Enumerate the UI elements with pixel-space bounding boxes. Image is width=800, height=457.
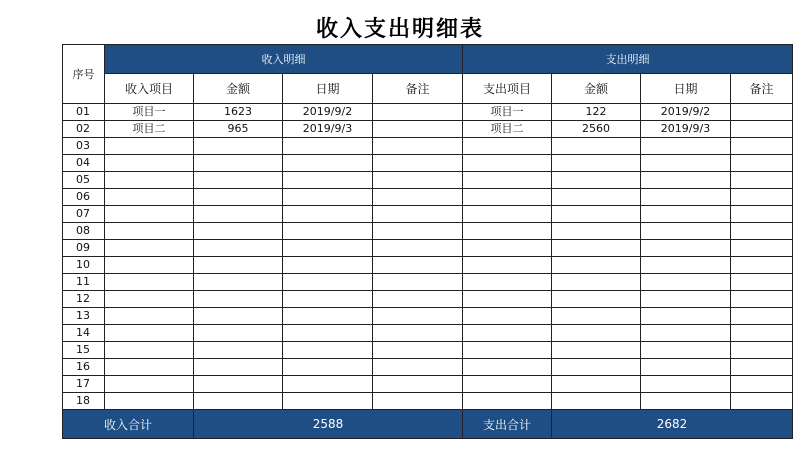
expense-item-cell[interactable] — [463, 274, 552, 291]
table-row — [63, 393, 793, 410]
seq-cell[interactable]: 15 — [63, 342, 105, 359]
table-row — [63, 104, 793, 121]
income-date-cell[interactable] — [283, 223, 373, 240]
expense-note-cell[interactable] — [731, 240, 793, 257]
table-row — [63, 342, 793, 359]
table-row — [63, 240, 793, 257]
income-note-cell[interactable] — [373, 291, 463, 308]
income-note-cell[interactable] — [373, 223, 463, 240]
expense-date-cell[interactable] — [641, 240, 731, 257]
expense-note-cell[interactable] — [731, 342, 793, 359]
expense-section-header[interactable]: 支出明细 — [463, 45, 793, 74]
income-note-cell[interactable] — [373, 393, 463, 410]
expense-item-cell[interactable] — [463, 155, 552, 172]
income-amount-cell[interactable] — [194, 325, 283, 342]
income-date-cell[interactable] — [283, 274, 373, 291]
income-amount-cell[interactable] — [194, 257, 283, 274]
income-amount-cell[interactable] — [194, 155, 283, 172]
seq-cell[interactable]: 04 — [63, 155, 105, 172]
expense-date-cell[interactable]: 2019/9/3 — [641, 121, 731, 138]
income-section-header[interactable]: 收入明细 — [105, 45, 463, 74]
expense-date-cell[interactable] — [641, 189, 731, 206]
expense-date-cell[interactable] — [641, 325, 731, 342]
income-note-cell[interactable] — [373, 376, 463, 393]
expense-item-cell[interactable] — [463, 206, 552, 223]
expense-note-cell[interactable] — [731, 223, 793, 240]
income-date-cell[interactable] — [283, 189, 373, 206]
expense-amount-cell[interactable] — [552, 291, 641, 308]
income-amount-cell[interactable] — [194, 274, 283, 291]
income-note-cell[interactable] — [373, 274, 463, 291]
expense-amount-cell[interactable] — [552, 172, 641, 189]
table-row — [63, 257, 793, 274]
income-date-header[interactable]: 日期 — [283, 74, 373, 104]
income-item-cell[interactable] — [105, 359, 194, 376]
expense-item-cell[interactable]: 项目二 — [463, 121, 552, 138]
expense-item-cell[interactable] — [463, 325, 552, 342]
expense-amount-cell[interactable] — [552, 138, 641, 155]
expense-date-cell[interactable] — [641, 172, 731, 189]
expense-note-cell[interactable] — [731, 376, 793, 393]
income-date-cell[interactable] — [283, 172, 373, 189]
table-row — [63, 138, 793, 155]
income-note-cell[interactable] — [373, 206, 463, 223]
expense-amount-cell[interactable] — [552, 240, 641, 257]
expense-item-cell[interactable] — [463, 308, 552, 325]
expense-note-cell[interactable] — [731, 138, 793, 155]
expense-amount-cell[interactable] — [552, 257, 641, 274]
income-item-header[interactable]: 收入项目 — [105, 74, 194, 104]
expense-date-cell[interactable] — [641, 393, 731, 410]
income-item-cell[interactable] — [105, 223, 194, 240]
income-date-cell[interactable] — [283, 308, 373, 325]
seq-cell[interactable]: 06 — [63, 189, 105, 206]
income-note-cell[interactable] — [373, 138, 463, 155]
income-note-cell[interactable] — [373, 104, 463, 121]
income-amount-cell[interactable] — [194, 393, 283, 410]
expense-amount-cell[interactable] — [552, 155, 641, 172]
expense-note-cell[interactable] — [731, 189, 793, 206]
income-date-cell[interactable] — [283, 359, 373, 376]
income-item-cell[interactable] — [105, 291, 194, 308]
income-amount-cell[interactable] — [194, 342, 283, 359]
expense-date-cell[interactable] — [641, 138, 731, 155]
seq-cell[interactable]: 17 — [63, 376, 105, 393]
income-amount-cell[interactable] — [194, 240, 283, 257]
table-row — [63, 189, 793, 206]
expense-date-cell[interactable] — [641, 257, 731, 274]
income-note-cell[interactable] — [373, 325, 463, 342]
expense-amount-cell[interactable] — [552, 206, 641, 223]
expense-amount-cell[interactable] — [552, 189, 641, 206]
income-amount-cell[interactable] — [194, 223, 283, 240]
income-note-cell[interactable] — [373, 172, 463, 189]
expense-item-cell[interactable] — [463, 172, 552, 189]
seq-cell[interactable]: 05 — [63, 172, 105, 189]
income-note-cell[interactable] — [373, 240, 463, 257]
expense-note-cell[interactable] — [731, 291, 793, 308]
income-item-cell[interactable] — [105, 240, 194, 257]
seq-cell[interactable]: 09 — [63, 240, 105, 257]
income-amount-cell[interactable] — [194, 189, 283, 206]
seq-cell[interactable]: 13 — [63, 308, 105, 325]
income-note-cell[interactable] — [373, 342, 463, 359]
table-row — [63, 223, 793, 240]
table-row — [63, 291, 793, 308]
income-date-cell[interactable]: 2019/9/3 — [283, 121, 373, 138]
seq-cell[interactable]: 18 — [63, 393, 105, 410]
expense-date-cell[interactable] — [641, 223, 731, 240]
income-item-cell[interactable] — [105, 342, 194, 359]
income-amount-cell[interactable] — [194, 138, 283, 155]
expense-note-header[interactable]: 备注 — [731, 74, 793, 104]
income-item-cell[interactable] — [105, 206, 194, 223]
expense-note-cell[interactable] — [731, 257, 793, 274]
income-date-cell[interactable] — [283, 257, 373, 274]
expense-item-cell[interactable] — [463, 240, 552, 257]
income-amount-cell[interactable] — [194, 308, 283, 325]
expense-amount-cell[interactable] — [552, 342, 641, 359]
seq-cell[interactable]: 16 — [63, 359, 105, 376]
table-row — [63, 325, 793, 342]
seq-cell[interactable]: 10 — [63, 257, 105, 274]
income-amount-cell[interactable] — [194, 206, 283, 223]
seq-cell[interactable]: 14 — [63, 325, 105, 342]
expense-item-cell[interactable] — [463, 376, 552, 393]
expense-amount-cell[interactable] — [552, 223, 641, 240]
expense-date-cell[interactable]: 2019/9/2 — [641, 104, 731, 121]
expense-note-cell[interactable] — [731, 121, 793, 138]
income-amount-cell[interactable]: 1623 — [194, 104, 283, 121]
income-note-header[interactable]: 备注 — [373, 74, 463, 104]
expense-item-cell[interactable] — [463, 393, 552, 410]
income-item-cell[interactable] — [105, 189, 194, 206]
expense-date-cell[interactable] — [641, 274, 731, 291]
income-amount-cell[interactable] — [194, 376, 283, 393]
seq-cell[interactable]: 11 — [63, 274, 105, 291]
seq-cell[interactable]: 01 — [63, 104, 105, 121]
expense-note-cell[interactable] — [731, 359, 793, 376]
expense-date-cell[interactable] — [641, 359, 731, 376]
income-item-cell[interactable] — [105, 172, 194, 189]
income-note-cell[interactable] — [373, 257, 463, 274]
expense-amount-cell[interactable] — [552, 359, 641, 376]
income-date-cell[interactable]: 2019/9/2 — [283, 104, 373, 121]
expense-date-cell[interactable] — [641, 291, 731, 308]
expense-note-cell[interactable] — [731, 206, 793, 223]
expense-amount-cell[interactable] — [552, 308, 641, 325]
income-note-cell[interactable] — [373, 189, 463, 206]
income-date-cell[interactable] — [283, 291, 373, 308]
expense-note-cell[interactable] — [731, 104, 793, 121]
table-row — [63, 359, 793, 376]
income-item-cell[interactable] — [105, 155, 194, 172]
expense-amount-cell[interactable]: 2560 — [552, 121, 641, 138]
expense-date-cell[interactable] — [641, 206, 731, 223]
income-item-cell[interactable] — [105, 393, 194, 410]
expense-total-value[interactable]: 2682 — [552, 410, 793, 439]
table-row — [63, 172, 793, 189]
income-item-cell[interactable] — [105, 325, 194, 342]
sheet-title: 收入支出明细表 — [315, 16, 484, 42]
table-row — [63, 155, 793, 172]
expense-item-cell[interactable] — [463, 189, 552, 206]
expense-date-cell[interactable] — [641, 155, 731, 172]
table-row — [63, 308, 793, 325]
income-note-cell[interactable] — [373, 121, 463, 138]
income-item-cell[interactable] — [105, 376, 194, 393]
expense-item-cell[interactable]: 项目一 — [463, 104, 552, 121]
income-amount-cell[interactable]: 965 — [194, 121, 283, 138]
income-date-cell[interactable] — [283, 155, 373, 172]
expense-item-header[interactable]: 支出项目 — [463, 74, 552, 104]
income-amount-cell[interactable] — [194, 172, 283, 189]
seq-cell[interactable]: 08 — [63, 223, 105, 240]
income-date-cell[interactable] — [283, 393, 373, 410]
expense-note-cell[interactable] — [731, 325, 793, 342]
expense-item-cell[interactable] — [463, 342, 552, 359]
income-item-cell[interactable] — [105, 138, 194, 155]
income-amount-header[interactable]: 金额 — [194, 74, 283, 104]
table-body — [63, 104, 793, 410]
seq-cell[interactable]: 03 — [63, 138, 105, 155]
income-amount-cell[interactable] — [194, 359, 283, 376]
expense-amount-cell[interactable] — [552, 393, 641, 410]
expense-note-cell[interactable] — [731, 308, 793, 325]
seq-cell[interactable]: 02 — [63, 121, 105, 138]
expense-note-cell[interactable] — [731, 155, 793, 172]
income-total-value[interactable]: 2588 — [194, 410, 463, 439]
income-item-cell[interactable] — [105, 274, 194, 291]
table-row — [63, 206, 793, 223]
income-date-cell[interactable] — [283, 325, 373, 342]
expense-amount-cell[interactable] — [552, 274, 641, 291]
table-row — [63, 121, 793, 138]
seq-cell[interactable]: 07 — [63, 206, 105, 223]
income-amount-cell[interactable] — [194, 291, 283, 308]
income-date-cell[interactable] — [283, 342, 373, 359]
expense-note-cell[interactable] — [731, 274, 793, 291]
expense-item-cell[interactable] — [463, 257, 552, 274]
table-row — [63, 274, 793, 291]
expense-date-cell[interactable] — [641, 308, 731, 325]
expense-amount-cell[interactable]: 122 — [552, 104, 641, 121]
expense-item-cell[interactable] — [463, 138, 552, 155]
expense-date-header[interactable]: 日期 — [641, 74, 731, 104]
income-date-cell[interactable] — [283, 376, 373, 393]
expense-amount-header[interactable]: 金额 — [552, 74, 641, 104]
income-date-cell[interactable] — [283, 206, 373, 223]
income-note-cell[interactable] — [373, 308, 463, 325]
expense-date-cell[interactable] — [641, 376, 731, 393]
income-item-cell[interactable]: 项目二 — [105, 121, 194, 138]
expense-total-label[interactable]: 支出合计 — [463, 410, 552, 439]
expense-item-cell[interactable] — [463, 359, 552, 376]
expense-item-cell[interactable] — [463, 291, 552, 308]
expense-item-cell[interactable] — [463, 223, 552, 240]
expense-date-cell[interactable] — [641, 342, 731, 359]
expense-amount-cell[interactable] — [552, 376, 641, 393]
seq-header[interactable]: 序号 — [63, 45, 105, 104]
income-note-cell[interactable] — [373, 155, 463, 172]
income-date-cell[interactable] — [283, 240, 373, 257]
income-item-cell[interactable] — [105, 308, 194, 325]
seq-cell[interactable]: 12 — [63, 291, 105, 308]
income-item-cell[interactable] — [105, 257, 194, 274]
expense-note-cell[interactable] — [731, 172, 793, 189]
income-total-label[interactable]: 收入合计 — [63, 410, 194, 439]
table-row — [63, 376, 793, 393]
income-note-cell[interactable] — [373, 359, 463, 376]
income-item-cell[interactable]: 项目一 — [105, 104, 194, 121]
income-expense-table — [62, 44, 793, 439]
expense-note-cell[interactable] — [731, 393, 793, 410]
expense-amount-cell[interactable] — [552, 325, 641, 342]
income-date-cell[interactable] — [283, 138, 373, 155]
